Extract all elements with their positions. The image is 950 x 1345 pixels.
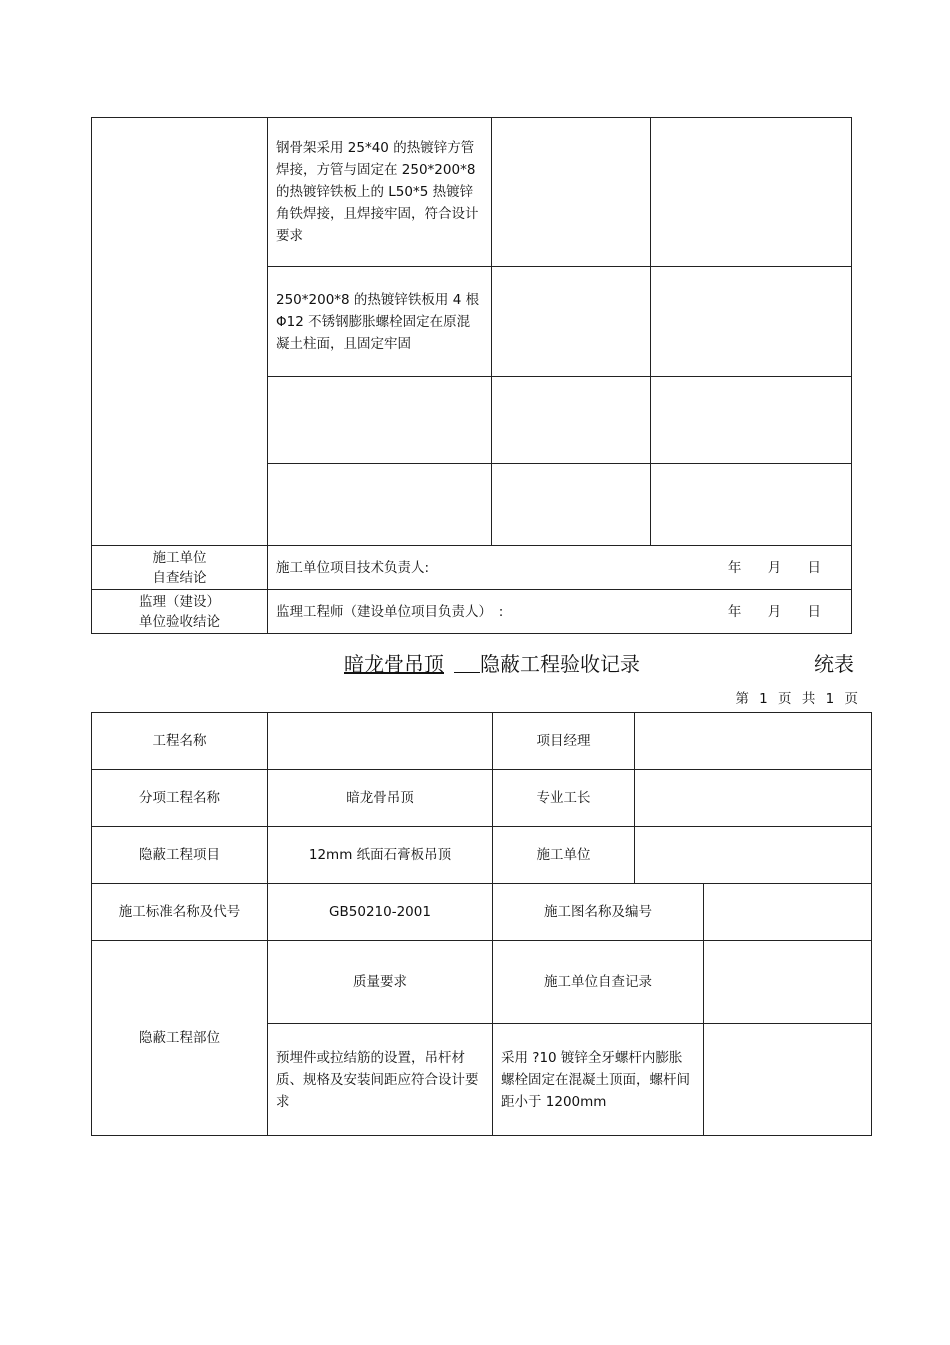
hidden-item-label: 隐蔽工程项目 — [92, 827, 268, 884]
quality-requirement-cell: 预埋件或拉结筋的设置，吊杆材质、规格及安装间距应符合设计要求 — [268, 1024, 493, 1136]
self-check-record-cell — [492, 377, 651, 464]
standard-label: 施工标准名称及代号 — [92, 884, 268, 941]
supervision-header-cell — [704, 941, 872, 1024]
date-field: 年 月 日 — [727, 603, 821, 620]
date-field: 年 月 日 — [727, 559, 821, 576]
project-manager-value[interactable] — [635, 713, 872, 770]
quality-requirement-cell — [268, 464, 492, 546]
self-check-record-cell: 采用 ?10 镀锌全牙螺杆内膨胀螺栓固定在混凝土顶面，螺杆间距小于 1200mm — [493, 1024, 704, 1136]
label-line: 单位验收结论 — [139, 613, 220, 630]
project-manager-label: 项目经理 — [493, 713, 635, 770]
quality-requirement-cell: 250*200*8 的热镀锌铁板用 4 根Φ12 不锈钢膨胀螺栓固定在原混凝土柱面，且固定牢固 — [268, 267, 492, 377]
form-title — [334, 648, 640, 677]
supervision-record-cell — [651, 377, 852, 464]
project-name-label: 工程名称 — [92, 713, 268, 770]
quality-requirement-header: 质量要求 — [268, 941, 493, 1024]
form-title-subject: 暗龙骨吊顶 — [344, 652, 444, 676]
contractor-value[interactable] — [635, 827, 872, 884]
self-check-conclusion-label — [92, 546, 268, 590]
supervision-conclusion-cell — [268, 590, 852, 634]
self-check-record-cell — [492, 118, 651, 267]
sub-project-label: 分项工程名称 — [92, 770, 268, 827]
signer-label: 施工单位项目技术负责人: — [276, 559, 430, 576]
location-cell-empty — [92, 118, 268, 546]
sub-project-value[interactable]: 暗龙骨吊顶 — [268, 770, 493, 827]
quality-requirement-cell — [268, 377, 492, 464]
form-title-suffix: 统表 — [814, 652, 854, 676]
self-check-record-cell — [492, 464, 651, 546]
signer-label: 监理工程师（建设单位项目负责人） : — [276, 603, 504, 620]
supervision-record-cell — [651, 464, 852, 546]
supervision-record-cell[interactable] — [704, 1024, 872, 1136]
project-name-value[interactable] — [268, 713, 493, 770]
label-line: 监理（建设） — [139, 593, 220, 610]
label-line: 施工单位 — [152, 549, 207, 566]
self-check-conclusion-cell — [268, 546, 852, 590]
quality-requirement-cell: 钢骨架采用 25*40 的热镀锌方管焊接，方管与固定在 250*200*8 的热镀锌铁板上的 L50*5 热镀锌角铁焊接，且焊接牢固，符合设计要求 — [268, 118, 492, 267]
foreman-value[interactable] — [635, 770, 872, 827]
supervision-record-cell — [651, 118, 852, 267]
hidden-item-value[interactable]: 12mm 纸面石膏板吊顶 — [268, 827, 493, 884]
hidden-location-label: 隐蔽工程部位 — [92, 941, 268, 1136]
hidden-work-inspection-table — [91, 712, 872, 1136]
label-line: 自查结论 — [152, 569, 207, 586]
self-check-record-cell — [492, 267, 651, 377]
foreman-label: 专业工长 — [493, 770, 635, 827]
supervision-conclusion-label — [92, 590, 268, 634]
supervision-record-cell — [651, 267, 852, 377]
form-title-main: 隐蔽工程验收记录 — [480, 652, 640, 676]
contractor-label: 施工单位 — [493, 827, 635, 884]
drawing-value[interactable] — [704, 884, 872, 941]
page-number: 第 1 页 共 1 页 — [735, 691, 858, 707]
self-check-record-header: 施工单位自查记录 — [493, 941, 704, 1024]
standard-value[interactable]: GB50210-2001 — [268, 884, 493, 941]
inspection-table-continued — [91, 117, 852, 634]
drawing-label: 施工图名称及编号 — [493, 884, 704, 941]
